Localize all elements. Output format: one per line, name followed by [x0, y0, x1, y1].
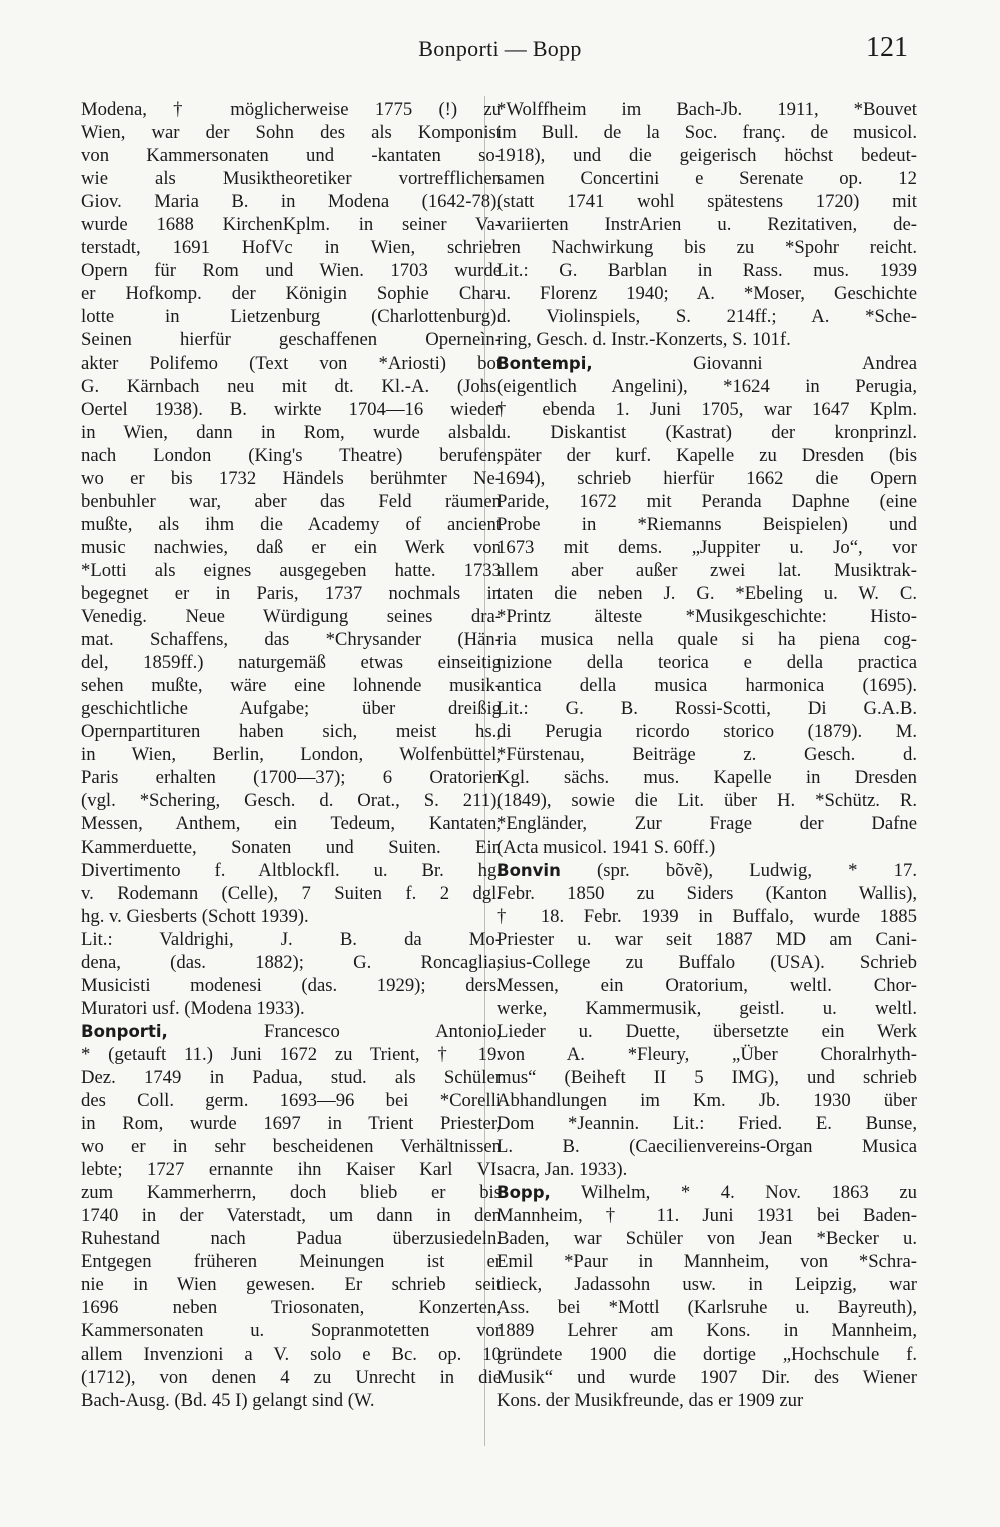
text-line: Lit.: G. Barblan in Rass. mus. 1939	[497, 260, 917, 282]
text-line: antica della musica harmonica (1695).	[497, 675, 917, 697]
text-line: Divertimento f. Altblockfl. u. Br. hg.	[81, 859, 501, 881]
text-line: Paride, 1672 mit Peranda Daphne (eine	[497, 490, 917, 512]
text-line: lotte in Lietzenburg (Charlottenburg).	[81, 306, 501, 328]
text-line: 1740 in der Vaterstadt, um dann in den	[81, 1205, 501, 1227]
text-line: * (getauft 11.) Juni 1672 zu Trient, † 19.	[81, 1043, 501, 1065]
text-line: 1918), und die geigerisch höchst bedeut-	[497, 145, 917, 167]
text-line: mat. Schaffens, das *Chrysander (Hän-	[81, 629, 501, 651]
text-line: variierten InstrArien u. Rezitativen, de-	[497, 214, 917, 236]
text-line: Musik“ und wurde 1907 Dir. des Wiener	[497, 1366, 917, 1388]
text-line: begegnet er in Paris, 1737 nochmals in	[81, 582, 501, 604]
text-line: sehen mußte, wäre eine lohnende musik-	[81, 675, 501, 697]
text-line: G. Kärnbach neu mit dt. Kl.-A. (Johs.	[81, 375, 501, 397]
text-line: (statt 1741 wohl spätestens 1720) mit	[497, 191, 917, 213]
text-line: Lieder u. Duette, übersetzte ein Werk	[497, 1020, 917, 1042]
text-line: Ass. bei *Mottl (Karlsruhe u. Bayreuth),	[497, 1297, 917, 1319]
text-line: 1694), schrieb hierfür 1662 die Opern	[497, 467, 917, 489]
page-header	[0, 32, 1000, 72]
text-line: Kons. der Musikfreunde, das er 1909 zur	[497, 1389, 804, 1411]
text-line: Bonvin (spr. bõvẽ), Ludwig, * 17.	[497, 859, 917, 881]
text-line: Oertel 1938). B. wirkte 1704—16 wieder	[81, 398, 501, 420]
entry-headword: Bontempi,	[497, 353, 593, 373]
text-line: Probe in *Riemanns Beispielen) und	[497, 513, 917, 535]
text-line: Dom *Jeannin. Lit.: Fried. E. Bunse,	[497, 1113, 917, 1135]
entry-headword: Bopp,	[497, 1183, 551, 1203]
text-line: Wien, war der Sohn des als Komponist	[81, 122, 501, 144]
text-line: wo er bis 1732 Händels berühmter Ne-	[81, 467, 501, 489]
text-line: nizione della teorica e della practica	[497, 652, 917, 674]
text-line: dieck, Jadassohn usw. in Leipzig, war	[497, 1274, 917, 1296]
text-line: *Printz älteste *Musikgeschichte: Histo-	[497, 606, 917, 628]
text-line: von Kammersonaten und -kantaten so-	[81, 145, 501, 167]
text-line: Bonporti, Francesco Antonio,	[81, 1020, 501, 1042]
text-line: (vgl. *Schering, Gesch. d. Orat., S. 211),	[81, 790, 501, 812]
text-line: del, 1859ff.) naturgemäß etwas einseitig	[81, 652, 501, 674]
text-line: ring, Gesch. d. Instr.-Konzerts, S. 101f.	[497, 329, 791, 351]
text-line: music nachwies, daß er ein Werk von	[81, 536, 501, 558]
text-line: Bontempi, Giovanni Andrea	[497, 352, 917, 374]
text-line: di Perugia ricordo storico (1879). M.	[497, 721, 917, 743]
text-line: Venedig. Neue Würdigung seines dra-	[81, 606, 501, 628]
text-line: im Bull. de la Soc. franç. de musicol.	[497, 122, 917, 144]
text-line: des Coll. germ. 1693—96 bei *Corelli	[81, 1090, 501, 1112]
text-line: Dez. 1749 in Padua, stud. als Schüler	[81, 1066, 501, 1088]
text-line: ria musica nella quale si ha piena cog-	[497, 629, 917, 651]
left-column	[81, 98, 501, 1412]
text-line: Febr. 1850 zu Siders (Kanton Wallis),	[497, 882, 917, 904]
text-line: Musicisti modenesi (das. 1929); ders.	[81, 974, 501, 996]
text-line: u. Diskantist (Kastrat) der kronprinzl.	[497, 421, 917, 443]
text-line: Opern für Rom und Wien. 1703 wurde	[81, 260, 501, 282]
text-line: sacra, Jan. 1933).	[497, 1159, 628, 1181]
text-line: terstadt, 1691 HofVc in Wien, schrieb	[81, 237, 501, 259]
text-line: sius-College zu Buffalo (USA). Schrieb	[497, 951, 917, 973]
text-line: in Wien, Berlin, London, Wolfenbüttel,	[81, 744, 501, 766]
text-line: allem Invenzioni a V. solo e Bc. op. 10	[81, 1343, 501, 1365]
text-line: *Fürstenau, Beiträge z. Gesch. d.	[497, 744, 917, 766]
text-line: (eigentlich Angelini), *1624 in Perugia,	[497, 375, 917, 397]
page-number: 121	[866, 32, 908, 63]
text-line: geschichtliche Aufgabe; über dreißig	[81, 698, 501, 720]
text-line: wie als Musiktheoretiker vortrefflichen	[81, 168, 501, 190]
text-line: wo er in sehr bescheidenen Verhältnissen	[81, 1136, 501, 1158]
text-line: Mannheim, † 11. Juni 1931 bei Baden-	[497, 1205, 917, 1227]
text-line: Baden, war Schüler von Jean *Becker u.	[497, 1228, 917, 1250]
right-column	[497, 98, 917, 1412]
text-line: Modena, † möglicherweise 1775 (!) zu	[81, 99, 501, 120]
text-line: in Rom, wurde 1697 in Trient Priester,	[81, 1113, 501, 1135]
running-title: Bonporti — Bopp	[418, 36, 582, 61]
text-line: Giov. Maria B. in Modena (1642-78),	[81, 191, 501, 213]
text-line: Opernpartituren haben sich, meist hs.,	[81, 721, 501, 743]
text-line: benbuhler war, aber das Feld räumen	[81, 490, 501, 512]
text-line: † 18. Febr. 1939 in Buffalo, wurde 1885	[497, 905, 917, 927]
text-line: Abhandlungen im Km. Jb. 1930 über	[497, 1090, 917, 1112]
text-line: Kgl. sächs. mus. Kapelle in Dresden	[497, 767, 917, 789]
text-line: *Lotti als eignes ausgegeben hatte. 1733	[81, 559, 501, 581]
text-line: mußte, als ihm die Academy of ancient	[81, 513, 501, 535]
text-line: Entgegen früheren Meinungen ist er	[81, 1251, 501, 1273]
text-line: 1889 Lehrer am Kons. in Mannheim,	[497, 1320, 917, 1342]
text-line: samen Concertini e Serenate op. 12	[497, 168, 917, 190]
text-line: d. Violinspiels, S. 214ff.; A. *Sche-	[497, 306, 917, 328]
text-line: (1712), von denen 4 zu Unrecht in die	[81, 1366, 501, 1388]
text-line: Muratori usf. (Modena 1933).	[81, 997, 305, 1019]
text-line: L. B. (Caecilienvereins-Organ Musica	[497, 1136, 917, 1158]
text-line: in Wien, dann in Rom, wurde alsbald	[81, 421, 501, 443]
text-line: Seinen hierfür geschaffenen Operneìn-	[81, 329, 501, 351]
text-line: Bopp, Wilhelm, * 4. Nov. 1863 zu	[497, 1182, 917, 1204]
entry-headword: Bonvin	[497, 860, 561, 880]
text-line: akter Polifemo (Text von *Ariosti) bot	[81, 352, 501, 374]
text-line: nie in Wien gewesen. Er schrieb seit	[81, 1274, 501, 1296]
text-line: nach London (King's Theatre) berufen,	[81, 444, 501, 466]
text-line: werke, Kammermusik, geistl. u. weltl.	[497, 997, 917, 1019]
text-line: (Acta musicol. 1941 S. 60ff.)	[497, 836, 716, 858]
text-line: Ruhestand nach Padua überzusiedeln.	[81, 1228, 501, 1250]
text-line: wurde 1688 KirchenKplm. in seiner Va-	[81, 214, 501, 236]
text-line: ren Nachwirkung bis zu *Spohr reicht.	[497, 237, 917, 259]
text-line: v. Rodemann (Celle), 7 Suiten f. 2 dgl.	[81, 882, 501, 904]
text-line: Lit.: G. B. Rossi-Scotti, Di G.A.B.	[497, 698, 917, 720]
text-line: allem aber außer zwei lat. Musiktrak-	[497, 559, 917, 581]
text-line: Messen, Anthem, ein Tedeum, Kantaten,	[81, 813, 501, 835]
text-line: hg. v. Giesberts (Schott 1939).	[81, 905, 309, 927]
text-line: *Engländer, Zur Frage der Dafne	[497, 813, 917, 835]
text-line: Kammerduette, Sonaten und Suiten. Ein	[81, 836, 501, 858]
text-line: taten die neben J. G. *Ebeling u. W. C.	[497, 582, 917, 604]
text-line: später der kurf. Kapelle zu Dresden (bis	[497, 444, 917, 466]
text-line: (1849), sowie die Lit. über H. *Schütz. R.	[497, 790, 917, 812]
text-line: Priester u. war seit 1887 MD am Cani-	[497, 928, 917, 950]
text-line: dena, (das. 1882); G. Roncaglia,	[81, 951, 501, 973]
text-line: lebte; 1727 ernannte ihn Kaiser Karl VI.	[81, 1159, 501, 1181]
text-line: mus“ (Beiheft II 5 IMG), und schrieb	[497, 1066, 917, 1088]
text-line: er Hofkomp. der Königin Sophie Char-	[81, 283, 501, 305]
text-line: 1673 mit dems. „Juppiter u. Jo“, vor	[497, 536, 917, 558]
text-line: *Wolffheim im Bach-Jb. 1911, *Bouvet	[497, 99, 917, 120]
entry-headword: Bonporti,	[81, 1021, 168, 1041]
text-line: Kammersonaten u. Sopranmotetten vor	[81, 1320, 501, 1342]
text-line: gründete 1900 die dortige „Hochschule f.	[497, 1343, 917, 1365]
text-line: u. Florenz 1940; A. *Moser, Geschichte	[497, 283, 917, 305]
text-line: Messen, ein Oratorium, weltl. Chor-	[497, 974, 917, 996]
text-line: Bach-Ausg. (Bd. 45 I) gelangt sind (W.	[81, 1389, 375, 1411]
text-line: Emil *Paur in Mannheim, von *Schra-	[497, 1251, 917, 1273]
text-line: Lit.: Valdrighi, J. B. da Mo-	[81, 928, 501, 950]
text-line: von A. *Fleury, „Über Choralrhyth-	[497, 1043, 917, 1065]
text-line: † ebenda 1. Juni 1705, war 1647 Kplm.	[497, 398, 917, 420]
text-line: 1696 neben Triosonaten, Konzerten,	[81, 1297, 501, 1319]
text-line: Paris erhalten (1700—37); 6 Oratorien	[81, 767, 501, 789]
text-line: zum Kammerherrn, doch blieb er bis	[81, 1182, 501, 1204]
